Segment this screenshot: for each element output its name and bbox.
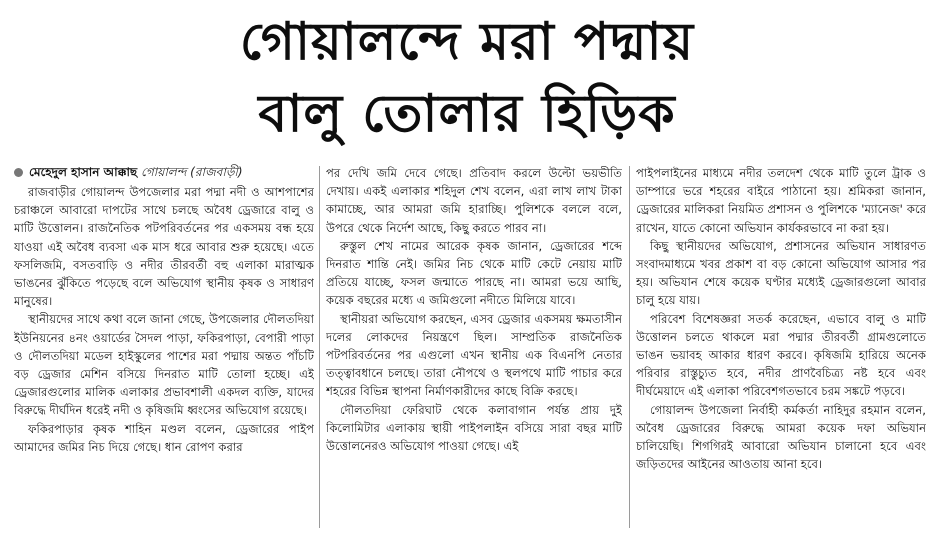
paragraph: দৌলতদিয়া ফেরিঘাট থেকে কলাবাগান পর্যন্ত প্রায় দুই কিলোমিটার এলাকায় স্থায়ী পাইপলাইন বসিয়ে সারা বছর মাটি উত্তোলনেরও অভিযোগ পাওয়া গেছে। এই [326,402,622,454]
headline-line-2: বালু তোলার হিড়িক [258,84,676,144]
headline [0,0,934,158]
paragraph: পর দেখি জমি দেবে গেছে। প্রতিবাদ করলে উল্টো ভয়ভীতি দেখায়। একই এলাকার শহিদুল শেখ বলেন, এরা লাখ লাখ টাকা কামাচ্ছে, আর আমরা জমি হারাচ্ছি। পুলিশকে বললে বলে, উপরে থেকে নির্দেশ আছে, কিছু করতে পারব না। [326,166,622,235]
headline-line-1: গোয়ালন্দে মরা পদ্মায় [239,12,695,72]
article-column-1 [14,183,314,530]
paragraph: স্থানীয়রা অভিযোগ করছেন, এসব ড্রেজার একসময় ক্ষমতাসীন দলের লোকদের নিয়ন্ত্রণে ছিল। সাম্প্রতিক রাজনৈতিক পটপরিবর্তনের পর এগুলো এখন স্থানীয় এক বিএনপি নেতার তত্ত্বাবধানে চলছে। তারা নৌপথে ও স্থলপথে মাটি পাচার করে শহরের বিভিন্ন স্থাপনা নির্মাণকারীদের কাছে বিক্রি করছে। [326,311,622,399]
paragraph: পাইপলাইনের মাধ্যমে নদীর তলদেশ থেকে মাটি তুলে ট্রাক ও ডাম্পারে ভরে শহরের বাইরে পাঠানো হয়। শ্রমিকরা জানান, ড্রেজারের মালিকরা নিয়মিত প্রশাসন ও পুলিশকে 'ম্যানেজ' করে রাখেন, যাতে কোনো অভিযান কার্যকরভাবে না করা হয়। [636,166,926,235]
bullet-icon [14,168,23,177]
article-column-3 [636,164,926,530]
byline-author: মেহেদুল হাসান আক্কাছ [29,165,138,179]
article-column-2 [326,164,622,530]
column-divider [319,166,320,528]
byline [14,162,314,182]
column-divider [629,166,630,528]
paragraph: ফকিরপাড়ার কৃষক শাহিন মণ্ডল বলেন, ড্রেজারের পাইপ আমাদের জমির নিচ দিয়ে গেছে। ধান রোপণ করার [14,421,314,454]
paragraph: পরিবেশ বিশেষজ্ঞরা সতর্ক করেছেন, এভাবে বালু ও মাটি উত্তোলন চলতে থাকলে মরা পদ্মার তীরবর্তী গ্রামগুলোতে ভাঙন ভয়াবহ আকার ধারণ করবে। কৃষিজমি হারিয়ে অনেক পরিবার রাস্তুচ্যুত হবে, নদীর প্রাণবৈচিত্র্য নষ্ট হবে এবং দীর্ঘমেয়াদে এই এলাকা পরিবেশগতভাবে চরম সঙ্কটে পড়বে। [636,311,926,399]
byline-place: গোয়ালন্দ (রাজবাড়ী) [141,165,243,179]
paragraph: স্থানীয়দের সাথে কথা বলে জানা গেছে, উপজেলার দৌলতদিয়া ইউনিয়নের ৪নং ওয়ার্ডের সৈদল পাড়া, ফকিরপাড়া, বেপারী পাড়া ও দৌলতদিয়া মডেল হাইস্কুলের পাশের মরা পদ্মায় অন্তত পাঁচটি বড় ড্রেজার মেশিন বসিয়ে দিনরাত মাটি তোলা হচ্ছে। এই ড্রেজারগুলোর মালিক এলাকার প্রভাবশালী একদল ব্যক্তি, যাদের বিরুদ্ধে দীর্ঘদিন ধরেই নদী ও কৃষিজমি ধ্বংসের অভিযোগ রয়েছে। [14,312,314,418]
paragraph: রুস্তুল শেখ নামের আরেক কৃষক জানান, ড্রেজারের শব্দে দিনরাত শান্তি নেই। জমির নিচ থেকে মাটি কেটে নেয়ায় মাটি প্রতিয়ে যাচ্ছে, ফসল জন্মাতে পারছে না। আমরা ভয়ে আছি, কয়েক বছরের মধ্যে এ জমিগুলো নদীতে মিলিয়ে যাবে। [326,238,622,308]
paragraph: গোয়ালন্দ উপজেলা নির্বাহী কর্মকর্তা নাহিদুর রহমান বলেন, অবৈধ ড্রেজারের বিরুদ্ধে আমরা কয়েক দফা অভিযান চালিয়েছি। শিগগিরই আবারো অভিযান চালানো হবে এবং জড়িতদের আইনের আওতায় আনা হবে। [636,402,926,472]
paragraph: রাজবাড়ীর গোয়ালন্দ উপজেলার মরা পদ্মা নদী ও আশপাশের চরাঞ্চলে আবারো দাপটের সাথে চলছে অবৈধ ড্রেজারে বালু ও মাটি উত্তোলন। রাজনৈতিক পটপরিবর্তনের পর একসময় বন্ধ হয়ে যাওয়া এই অবৈধ ব্যবসা এক মাস ধরে আবার শুরু হয়েছে। এতে ফসলিজমি, বসতবাড়ি ও নদীর তীরবর্তী বহু এলাকা মারাত্মক ভাঙনের ঝুঁকিতে পড়েছে বলে অভিযোগ স্থানীয় কৃষক ও সাধারণ মানুষের। [14,185,314,309]
paragraph: কিছু স্থানীয়দের অভিযোগ, প্রশাসনের অভিযান সাধারণত সংবাদমাধ্যমে খবর প্রকাশ বা বড় কোনো অভিযোগ আসার পর হয়। অভিযান শেষে কয়েক ঘণ্টার মধ্যেই ড্রেজারগুলো আবার চালু হয়ে যায়। [636,238,926,308]
